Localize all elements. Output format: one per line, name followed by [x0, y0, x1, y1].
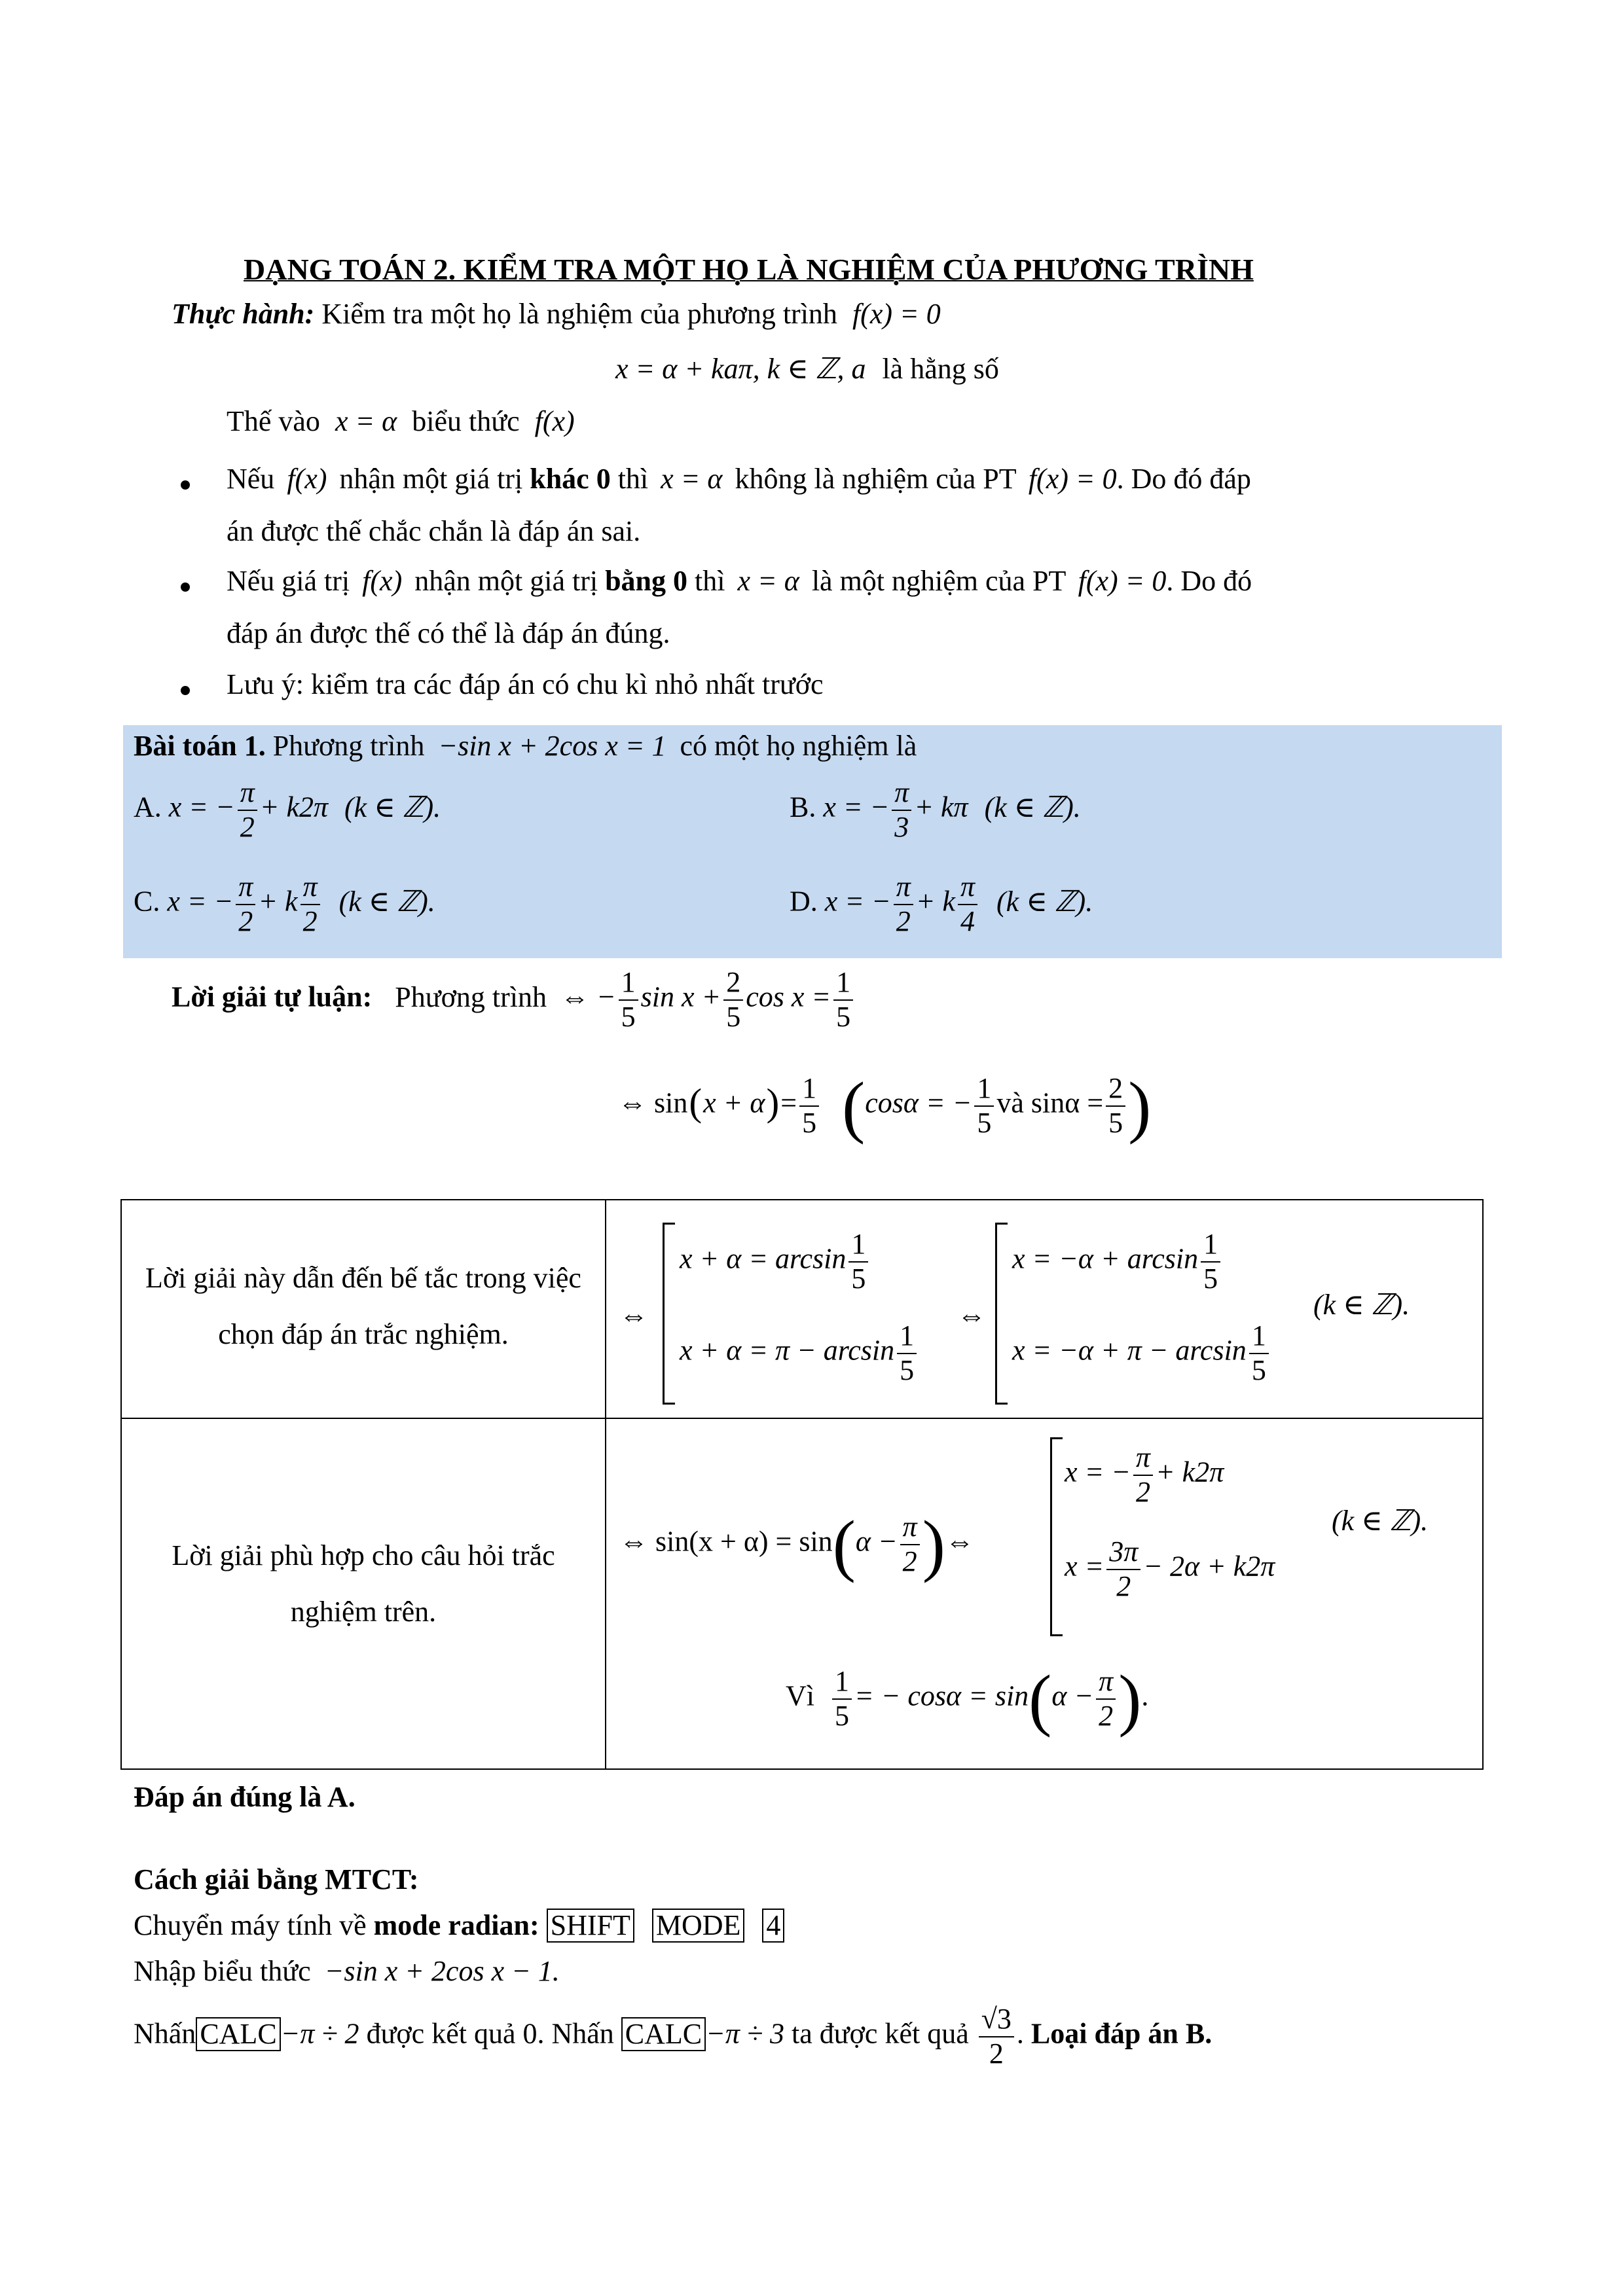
calc-key: CALC	[196, 2017, 280, 2051]
shift-key: SHIFT	[547, 1909, 634, 1943]
bracket	[663, 1223, 675, 1405]
problem-label: Bài toán 1.	[134, 730, 266, 762]
row1-domain: (k ∈ ℤ).	[1313, 1289, 1410, 1321]
row2-reason: Vì $\frac{1}{5}$ = − cosα = sin(α − $\frac{\pi}{2}$ ).	[786, 1661, 1149, 1738]
family-equation: x = α + kaπ, k ∈ ℤ, a	[615, 353, 866, 385]
bracket	[1050, 1437, 1063, 1636]
option-b[interactable]: B. x = − $\frac{\pi}{3}$ + kπ (k ∈ ℤ).	[790, 776, 1081, 843]
problem-statement: Bài toán 1. Phương trình −sin x + 2cos x = 1 có một họ nghiệm là	[134, 730, 917, 762]
solution-line-1: Lời giải tự luận: Phương trình ⇔ − $\frac{1}{5}$ sin x + $\frac{2}{5}$ cos x = $\frac{1}{5}$	[172, 966, 856, 1033]
practice-line	[172, 297, 941, 332]
row1-iff-2: ⇔	[957, 1299, 986, 1331]
option-d[interactable]: D. x = − $\frac{\pi}{2}$ + k $\frac{\pi}{4}$ (k ∈ ℤ).	[790, 870, 1093, 937]
row2-description: Lời giải phù hợp cho câu hỏi trắc nghiệm trên.	[172, 1539, 555, 1628]
row1-case-2a: x = −α + arcsin $\frac{1}{5}$	[1012, 1228, 1223, 1295]
bullet-3: Lưu ý: kiểm tra các đáp án có chu kì nhỏ nhất trước	[227, 668, 824, 700]
row1-description: Lời giải này dẫn đến bế tắc trong việc chọn đáp án trắc nghiệm.	[145, 1262, 581, 1350]
substitute-line: Thế vào x = α biểu thức f(x)	[227, 405, 575, 437]
family-suffix: là hằng số	[882, 353, 999, 385]
table-divider	[122, 1418, 1482, 1419]
bullet-1-line-2: án được thế chắc chắn là đáp án sai.	[227, 515, 641, 547]
bullet-dot	[181, 583, 190, 592]
solution-line-2: ⇔ sin(x + α)= $\frac{1}{5}$ (cosα = − $\frac{1}{5}$ và sinα = $\frac{2}{5}$ )	[618, 1068, 1152, 1145]
practice-text: Kiểm tra một họ là nghiệm của phương trình	[321, 298, 837, 330]
solution-table	[120, 1199, 1484, 1770]
bullet-dot	[181, 686, 190, 695]
mtct-line-2: Nhập biểu thức −sin x + 2cos x − 1.	[134, 1955, 560, 1987]
bullet-dot	[181, 480, 190, 490]
problem-equation: −sin x + 2cos x = 1	[438, 730, 666, 762]
mtct-line-1: Chuyển máy tính về mode radian: SHIFT MODE 4	[134, 1909, 784, 1943]
mode-key: MODE	[652, 1909, 745, 1943]
row1-iff: ⇔	[619, 1299, 648, 1331]
mtct-line-3: Nhấn CALC −π ÷ 2 được kết quả 0. Nhấn CALC −π ÷ 3 ta được kết quả $\frac{√3}{2}$ . Loại đáp án B.	[134, 2003, 1213, 2070]
table-divider	[605, 1200, 606, 1768]
row2-domain: (k ∈ ℤ).	[1332, 1505, 1429, 1537]
row1-case-1a: x + α = arcsin $\frac{1}{5}$	[680, 1228, 871, 1295]
solution-label: Lời giải tự luận:	[172, 980, 373, 1013]
option-c[interactable]: C. x = − $\frac{\pi}{2}$ + k $\frac{\pi}{2}$ (k ∈ ℤ).	[134, 870, 435, 937]
row1-case-1b: x + α = π − arcsin $\frac{1}{5}$	[680, 1319, 919, 1387]
bullet-2-line-2: đáp án được thế có thể là đáp án đúng.	[227, 617, 670, 649]
row2-case-2: x = $\frac{3\pi}{2}$ − 2α + k2π	[1065, 1535, 1275, 1602]
row2-case-1: x = − $\frac{\pi}{2}$ + k2π	[1065, 1441, 1224, 1508]
family-line	[615, 352, 999, 387]
bracket	[995, 1223, 1008, 1405]
option-a[interactable]: A. x = − $\frac{\pi}{2}$ + k2π (k ∈ ℤ).	[134, 776, 441, 843]
bullet-1-line-1: Nếu f(x) nhận một giá trị khác 0 thì x = α không là nghiệm của PT f(x) = 0. Do đó đáp	[227, 463, 1251, 495]
bullet-2-line-1: Nếu giá trị f(x) nhận một giá trị bằng 0 thì x = α là một nghiệm của PT f(x) = 0. Do đó	[227, 565, 1252, 597]
practice-equation: f(x) = 0	[852, 298, 941, 330]
correct-answer: Đáp án đúng là A.	[134, 1781, 356, 1813]
number-4-key: 4	[762, 1909, 784, 1943]
page-heading: DẠNG TOÁN 2. KIỂM TRA MỘT HỌ LÀ NGHIỆM CỦA PHƯƠNG TRÌNH	[244, 253, 1254, 286]
practice-label: Thực hành:	[172, 298, 315, 330]
calc-key: CALC	[621, 2017, 706, 2051]
row1-case-2b: x = −α + π − arcsin $\frac{1}{5}$	[1012, 1319, 1271, 1387]
row2-equation: ⇔ sin(x + α) = sin(α − $\frac{\pi}{2}$ )⇔	[619, 1507, 974, 1583]
mtct-title: Cách giải bằng MTCT:	[134, 1863, 419, 1895]
